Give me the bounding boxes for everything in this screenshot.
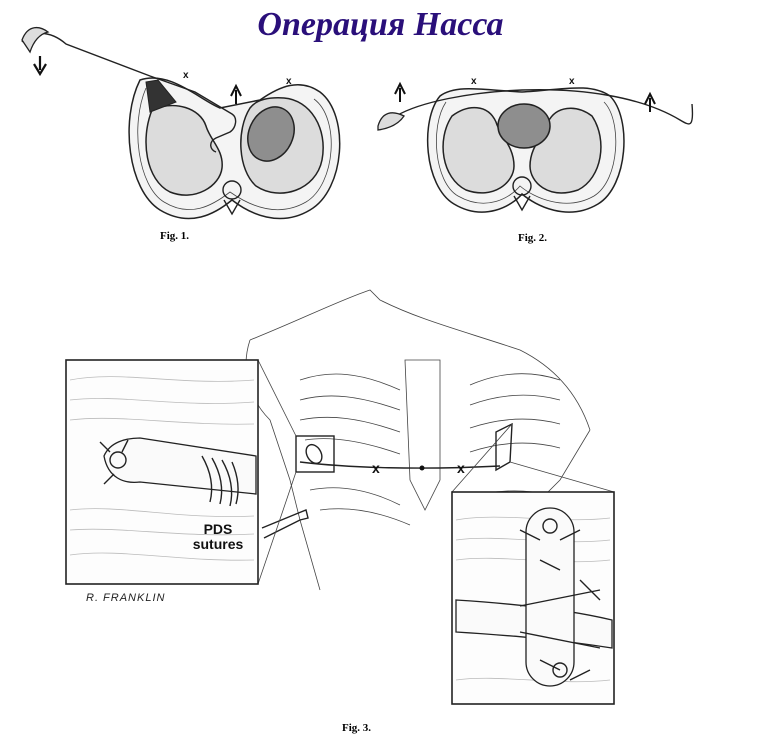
fig1-caption: Fig. 1. (160, 230, 190, 242)
fig1-arrow-up (231, 86, 241, 104)
fig1-x-mark-2: x (286, 76, 292, 87)
fig2-x-mark-1: x (471, 76, 477, 87)
fig1-x-mark-1: x (183, 70, 189, 81)
fig3-right-incision-box (496, 424, 512, 470)
page-title: Операция Насса (257, 6, 504, 43)
fig2-x-mark-2: x (569, 76, 575, 87)
fig3-left-incision-box (296, 436, 334, 472)
pds-sutures-label: PDS sutures (192, 521, 244, 552)
fig3-x-mark-2: x (457, 460, 465, 476)
fig1-cross-section (22, 28, 340, 219)
fig2-arrow-up-left (395, 84, 405, 102)
fig1-arrow-down (34, 56, 46, 74)
fig3-right-inset (452, 492, 614, 704)
fig2-cross-section (378, 84, 693, 212)
fig3-bar-line (300, 462, 500, 468)
sternum (405, 360, 440, 510)
fig2-caption: Fig. 2. (518, 232, 548, 244)
fig2-heart (498, 104, 550, 148)
fig3-caption: Fig. 3. (342, 722, 372, 734)
center-dot (420, 466, 425, 471)
fig3-x-mark-1: x (372, 460, 380, 476)
artist-signature: R. FRANKLIN (86, 592, 166, 604)
fig2-arrow-up-right (645, 94, 655, 112)
